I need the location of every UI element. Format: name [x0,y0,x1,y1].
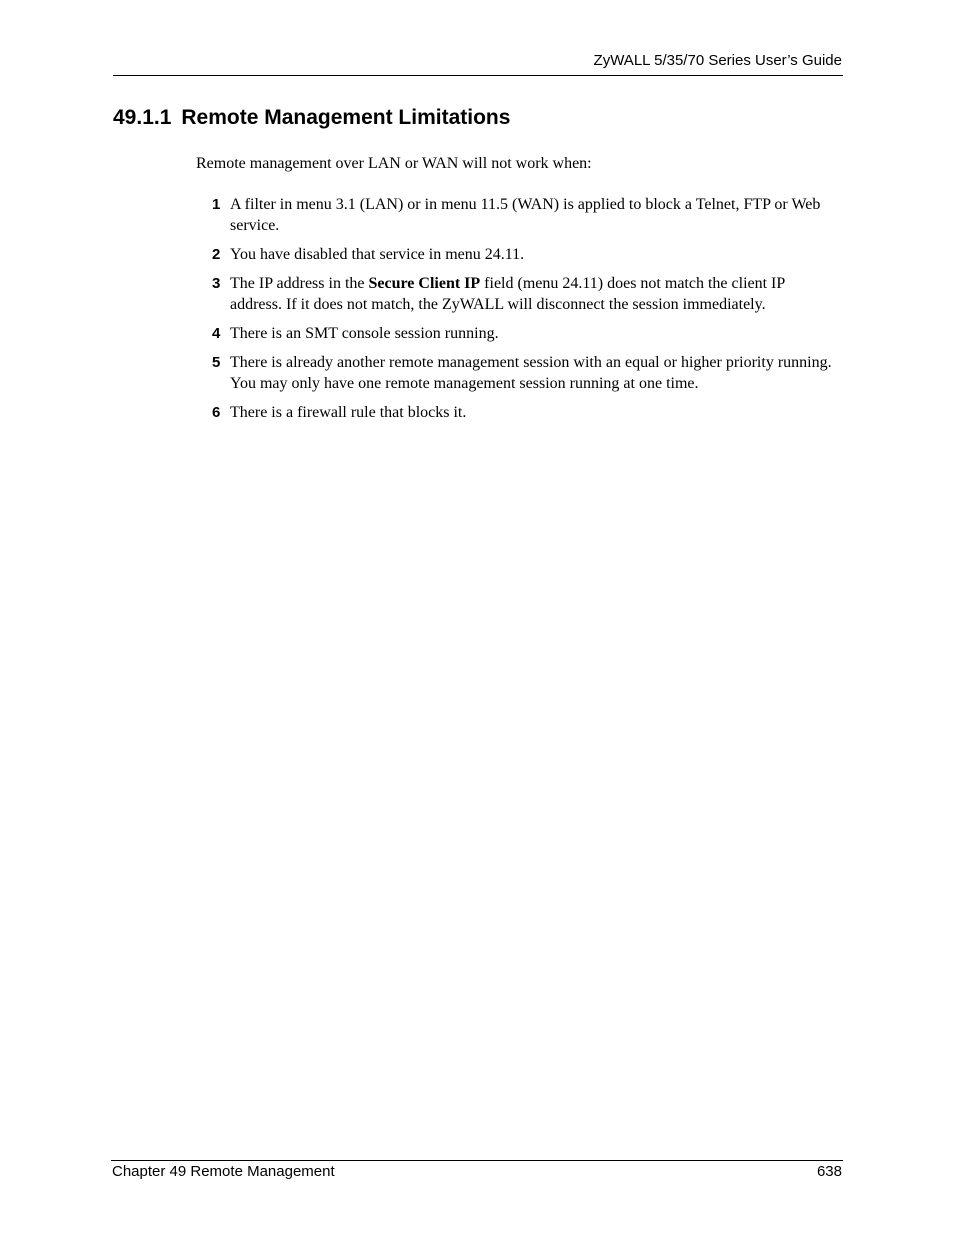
list-item [209,244,839,265]
list-text: A filter in menu 3.1 (LAN) or in menu 11.5 (WAN) is applied to block a Telnet, FTP or Web service. [230,196,821,234]
field-name-secure-client-ip: Secure Client IP [368,275,481,292]
list-item [209,352,839,394]
list-number: 4 [212,325,221,342]
list-number: 3 [212,275,221,292]
list-item [209,402,839,423]
list-text: There is a firewall rule that blocks it. [230,404,467,421]
footer-chapter: Chapter 49 Remote Management [112,1163,335,1180]
page-number: 638 [816,1163,842,1180]
list-text-before: The IP address in the [230,275,369,292]
list-number: 1 [212,196,221,213]
intro-paragraph: Remote management over LAN or WAN will not work when: [196,155,592,172]
list-item [209,273,839,315]
list-text: There is an SMT console session running. [230,325,499,342]
list-item [209,323,839,344]
section-number: 49.1.1 [113,106,172,129]
list-text-after: field (menu 24.11) does not match the client IP address. If it does not match, the ZyWALL will disconnect the session immediately. [230,275,785,313]
list-number: 2 [212,246,221,263]
list-number: 5 [212,354,221,371]
list-number: 6 [212,404,221,421]
section-title: Remote Management Limitations [181,106,511,129]
list-item [209,194,839,236]
page-footer [111,1160,843,1185]
section-heading [113,104,510,132]
header-title: ZyWALL 5/35/70 Series User’s Guide [593,52,842,69]
list-text: You have disabled that service in menu 24.11. [230,246,525,263]
list-text: There is already another remote management session with an equal or higher priority running. You may only have one remote management session running at one time. [230,354,832,392]
limitations-list [209,194,839,431]
list-text [230,275,785,313]
page-header [113,48,843,76]
